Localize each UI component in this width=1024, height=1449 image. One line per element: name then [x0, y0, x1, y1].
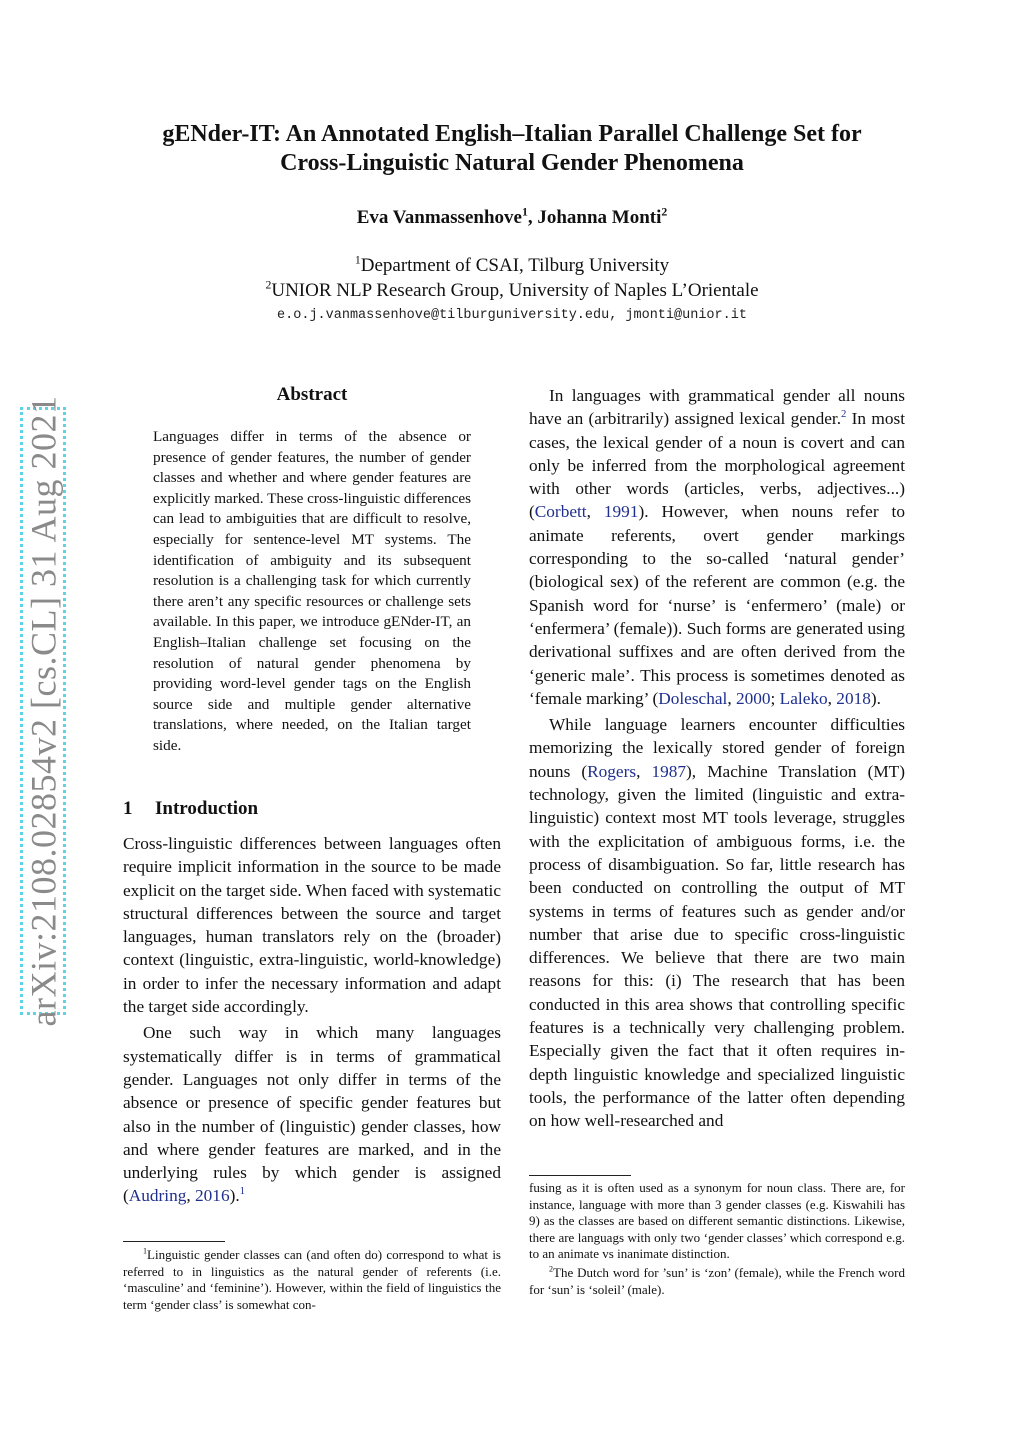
- arxiv-stamp: [20, 395, 66, 1027]
- citation-comma-4: ,: [636, 761, 652, 781]
- citation-rogers-author[interactable]: Rogers: [587, 761, 637, 781]
- citation-comma-2: ,: [727, 688, 736, 708]
- citation-comma-3: ,: [827, 688, 837, 708]
- right-p1-text-a: In languages with grammatical gender all nouns have an (arbitrarily) assigned lexical gender.: [529, 386, 905, 429]
- abstract-body: Languages differ in terms of the absence or presence of gender features, the number of gender classes and whether and where gender features are explicitly marked. These cross-linguistic differences can lead to ambiguities that are difficult to resolve, especially for sentence-level MT systems. The identification of ambiguity and its subsequent resolution is a challenging task for which currently there aren’t any specific resources or challenge sets available. In this paper, we introduce gENder-IT, an English–Italian challenge set focusing on the resolution of natural gender phenomena by providing word-level gender tags on the English source side and multiple gender alternative translations, where needed, on the Italian target side.: [153, 428, 471, 754]
- intro-paragraph-1: Cross-linguistic differences between languages often require implicit information in the source to be made explicit on the target side. When faced with systematic structural differences between the source and target languages, human translators rely on the (broader) context (linguistic, extra-linguistic, world-knowledge) in order to infer the necessary information and adapt the target side accordingly.: [123, 834, 501, 1017]
- right-paragraph-1: [529, 384, 905, 710]
- right-p1-text-b: In most cases, the lexical gender of a noun is covert and can only be inferred from the morphological agreement with other words (articles, verbs, adjectives...) (: [529, 409, 905, 522]
- citation-doleschal-year[interactable]: 2000: [735, 688, 771, 708]
- affiliation-1: [120, 255, 904, 277]
- citation-rogers-year[interactable]: 1987: [651, 761, 687, 781]
- intro-p2-end: ).: [229, 1186, 240, 1206]
- citation-doleschal-author[interactable]: Doleschal: [658, 688, 728, 708]
- citation-audring-author[interactable]: Audring: [128, 1186, 187, 1206]
- footnote-2-mark: 2: [549, 1264, 554, 1274]
- intro-paragraph-2: [123, 1021, 501, 1207]
- section-number: 1: [123, 798, 133, 819]
- author-2-affil-mark: 2: [661, 205, 668, 219]
- section-title-text: Introduction: [155, 798, 259, 819]
- right-p2-text-a: While language learners encounter difficulties memorizing the lexically stored gender of foreign nouns (: [529, 715, 905, 781]
- footnote-rule-left: [123, 1241, 225, 1242]
- author-2: Johanna Monti: [537, 207, 662, 228]
- citation-comma-1: ,: [586, 502, 604, 522]
- title-line-2: Cross-Linguistic Natural Gender Phenomena: [280, 150, 744, 176]
- footnote-1-mark: 1: [143, 1246, 148, 1256]
- section-heading-introduction: [123, 798, 258, 820]
- author-1: Eva Vanmassenhove: [356, 207, 522, 228]
- citation-corbett-author[interactable]: Corbett: [534, 502, 587, 522]
- left-column: [123, 832, 501, 1211]
- citation-corbett-year[interactable]: 1991: [603, 502, 639, 522]
- footnote-1: [123, 1247, 501, 1315]
- footnote-1-continued: fusing as it is often used as a synonym for noun class. There are, for instance, language with more than 3 gender classes (e.g. Kiswahili has 9) as the classes are based on different semantic distinctions. Likewise, there are languags with only two ‘gender classes’ which correspond e.g. to an animate vs inanimate distinction.: [529, 1180, 905, 1262]
- citation-semicolon: ;: [770, 688, 780, 708]
- citation-laleko-year[interactable]: 2018: [836, 688, 871, 708]
- author-1-affil-mark: 1: [521, 205, 528, 219]
- citation-separator: ,: [186, 1186, 196, 1206]
- author-separator: ,: [527, 207, 538, 228]
- footnote-ref-2[interactable]: 2: [841, 408, 847, 421]
- author-list: [120, 207, 904, 229]
- right-p1-text-c: ). However, when nouns refer to animate referents, overt gender markings corresponding to the so-called ‘natural gender’ (biological sex) of the referent are common (e.g. the Spanish word for ‘nurse’ is ‘enfermero’ (male) or ‘enfermera’ (female)). Such forms are generated using derivational suffixes and are often derived from the ‘generic male’. This process is sometimes denoted as ‘female marking’ (: [529, 502, 905, 708]
- arxiv-identifier: arXiv:2108.02854v2 [cs.CL] 31 Aug 2021: [23, 395, 64, 1027]
- affiliation-1-text: Department of CSAI, Tilburg University: [360, 255, 670, 276]
- footnote-ref-1[interactable]: 1: [239, 1185, 246, 1198]
- right-paragraph-2: [529, 713, 905, 1132]
- author-emails: e.o.j.vanmassenhove@tilburguniversity.edu, jmonti@unior.it: [277, 308, 747, 323]
- right-p2-text-b: ), Machine Translation (MT) technology, given the limited (linguistic and extra-linguistic) context most MT tools leverage, struggles with the explicitation of ambiguous forms, i.e. the process of disambiguation. So far, little research has been conducted on controlling the output of MT systems in terms of features such as gender and/or number that arise due to specific cross-linguistic differences. We believe that there are two main reasons for this: (i) The research that has been conducted in this area shows that controlling specific features is a technically very challenging problem. Especially given the fact that it often requires in-depth linguistic knowledge and specialized linguistic tools, the performance of the latter often depending on how well-researched and: [529, 761, 905, 1131]
- affiliation-2-text: UNIOR NLP Research Group, University of Naples L’Orientale: [271, 280, 759, 301]
- footnotes-right: [529, 1180, 905, 1300]
- footnote-2-text: The Dutch word for ’sun’ is ‘zon’ (female), while the French word for ‘sun’ is ‘soleil’ (male).: [529, 1264, 905, 1297]
- right-column: [529, 384, 905, 1136]
- footnote-2: [529, 1265, 905, 1298]
- footnote-1-text: Linguistic gender classes can (and often do) correspond to what is referred to in linguistics as the natural gender of referents (i.e. ‘masculine’ and ‘feminine’). However, within the field of linguistics the term ‘gender class’ is somewhat con-: [123, 1247, 501, 1312]
- abstract-heading: Abstract: [276, 384, 348, 405]
- footnote-rule-right: [529, 1175, 631, 1176]
- affiliation-2-mark: 2: [265, 278, 272, 292]
- intro-p2-text: One such way in which many languages systematically differ is in terms of grammatical gender. Languages not only differ in terms of the absence or presence of specific gender features but also in the number of (linguistic) gender classes, how and where gender features are marked, and in the underlying rules by which gender is assigned (: [123, 1023, 501, 1206]
- citation-audring-year[interactable]: 2016: [195, 1186, 230, 1206]
- title-line-1: gENder-IT: An Annotated English–Italian Parallel Challenge Set for: [162, 121, 862, 147]
- affiliation-1-mark: 1: [354, 253, 361, 267]
- citation-laleko-author[interactable]: Laleko: [779, 688, 828, 708]
- right-p1-text-d: ).: [870, 688, 881, 708]
- paper-title: [120, 120, 904, 178]
- affiliation-2: [120, 280, 904, 302]
